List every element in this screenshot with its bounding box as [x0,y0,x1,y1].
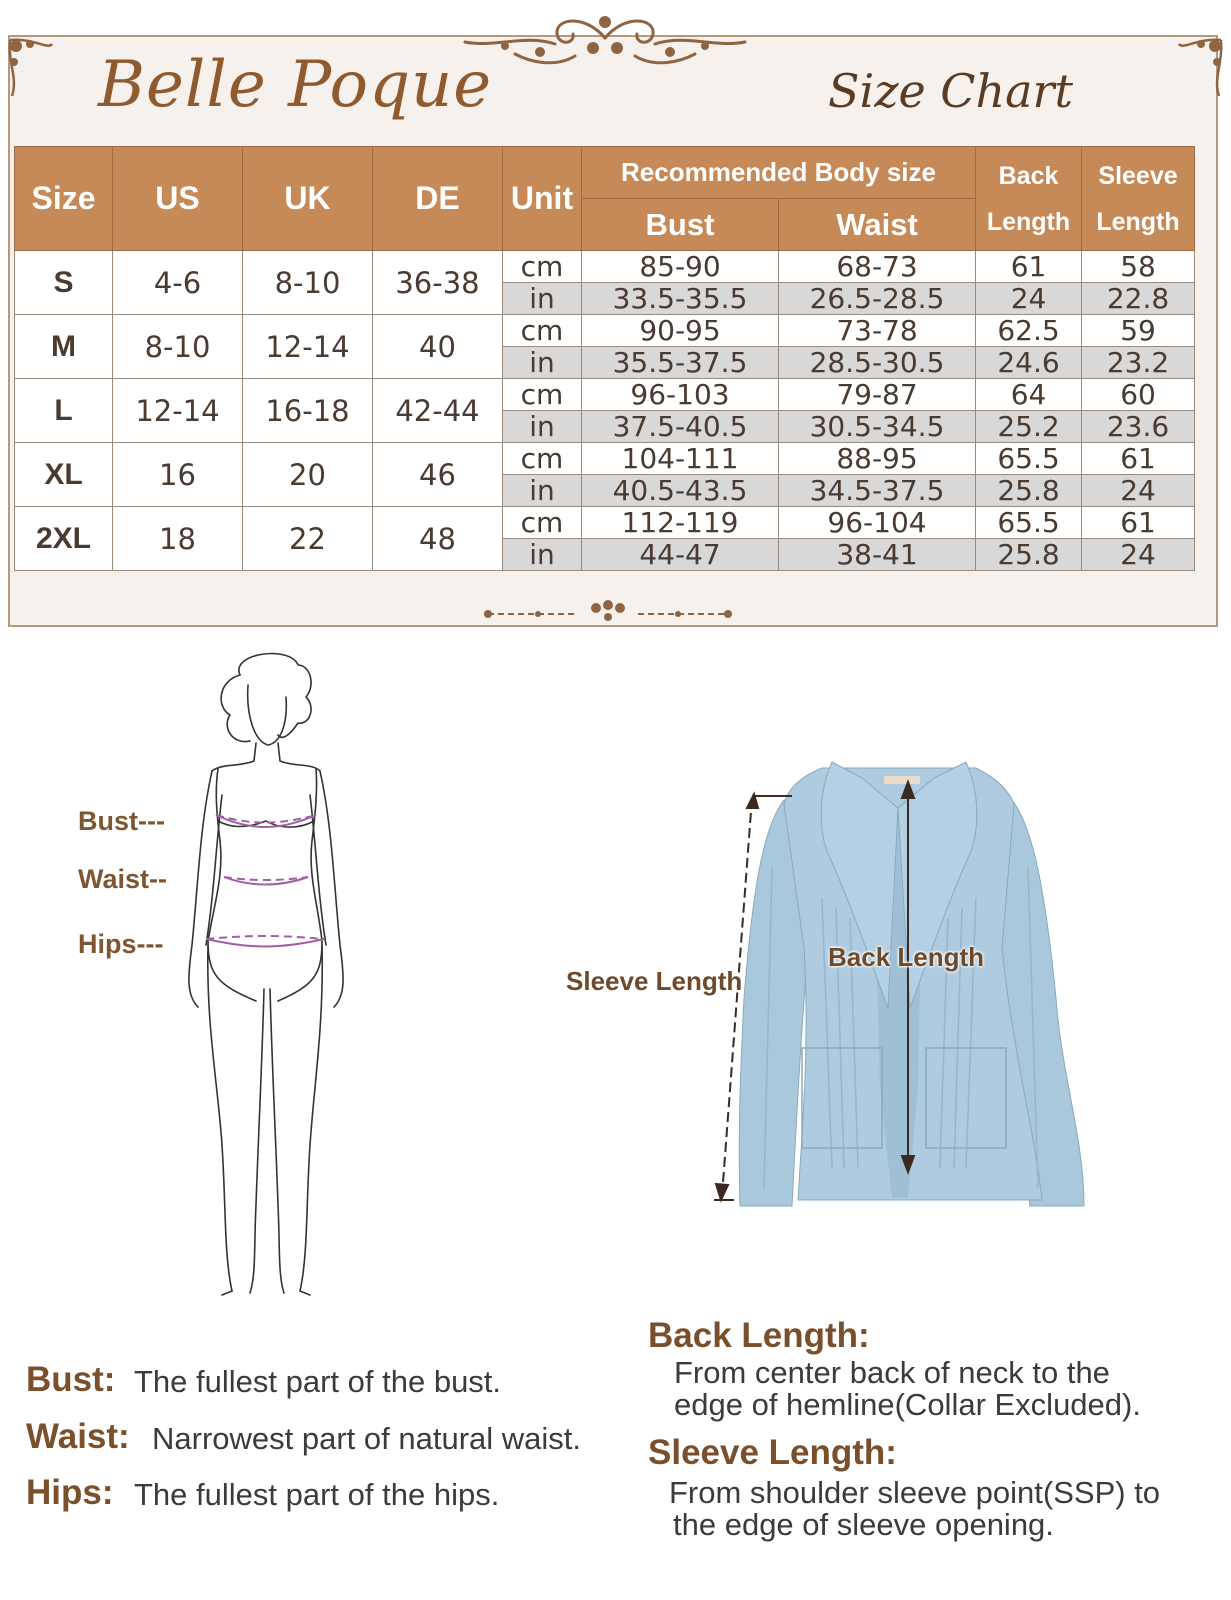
back-length-cell: 64 [976,379,1082,411]
back-length-definition-term: Back Length: [648,1316,870,1355]
header-de: DE [373,147,503,251]
unit-cell: in [503,539,582,571]
header-back-line1: Back [998,161,1059,190]
unit-cell: in [503,283,582,315]
brand-logo: Belle Poque [98,48,493,122]
waist-figure-label: Waist-- [78,864,167,894]
de-cell: 36-38 [373,251,503,315]
us-cell: 4-6 [113,251,243,315]
back-length-cell: 65.5 [976,443,1082,475]
back-length-cell: 24 [976,283,1082,315]
uk-cell: 8-10 [243,251,373,315]
hips-figure-label: Hips--- [78,929,164,959]
sleeve-length-cell: 61 [1082,507,1195,539]
bust-cell: 112-119 [582,507,779,539]
cardigan-measurement-figure [712,748,1092,1213]
table-row-m-cm [15,315,1195,347]
header-unit: Unit [503,147,582,251]
waist-cell: 30.5-34.5 [779,411,976,443]
header-uk: UK [243,147,373,251]
sleeve-length-cell: 61 [1082,443,1195,475]
waist-cell: 73-78 [779,315,976,347]
de-cell: 42-44 [373,379,503,443]
size-cell: XL [15,443,113,507]
corner-ornament-left [4,34,56,104]
sleeve-length-cell: 22.8 [1082,283,1195,315]
back-length-cell: 65.5 [976,507,1082,539]
header-sleeve-length [1082,147,1195,251]
waist-cell: 88-95 [779,443,976,475]
size-cell: L [15,379,113,443]
unit-cell: in [503,347,582,379]
header-bust: Bust [582,199,779,251]
bust-figure-label: Bust--- [78,806,165,836]
unit-cell: cm [503,379,582,411]
size-cell: M [15,315,113,379]
table-row-xl-cm [15,443,1195,475]
unit-cell: cm [503,443,582,475]
unit-cell: cm [503,315,582,347]
bust-definition-term: Bust: [26,1360,116,1399]
header-sleeve-line1: Sleeve [1098,161,1178,190]
bust-cell: 35.5-37.5 [582,347,779,379]
back-length-definition-line2: edge of hemline(Collar Excluded). [674,1387,1141,1422]
de-cell: 40 [373,315,503,379]
us-cell: 12-14 [113,379,243,443]
hips-definition-text: The fullest part of the hips. [134,1477,500,1512]
sleeve-length-figure-label: Sleeve Length [566,966,743,996]
de-cell: 48 [373,507,503,571]
bust-cell: 33.5-35.5 [582,283,779,315]
table-row-s-cm [15,251,1195,283]
bust-cell: 104-111 [582,443,779,475]
bust-cell: 40.5-43.5 [582,475,779,507]
waist-cell: 96-104 [779,507,976,539]
size-cell: S [15,251,113,315]
table-row-2xl-cm [15,507,1195,539]
back-length-definition-line1: From center back of neck to the [674,1355,1110,1390]
back-length-cell: 61 [976,251,1082,283]
waist-cell: 79-87 [779,379,976,411]
bust-definition-text: The fullest part of the bust. [134,1364,502,1399]
header-waist: Waist [779,199,976,251]
sleeve-length-cell: 59 [1082,315,1195,347]
waist-cell: 28.5-30.5 [779,347,976,379]
back-length-figure-label: Back Length [828,942,985,972]
sleeve-length-definition-line1: From shoulder sleeve point(SSP) to [669,1475,1161,1510]
waist-definition-term: Waist: [26,1417,130,1456]
bust-cell: 37.5-40.5 [582,411,779,443]
bust-cell: 96-103 [582,379,779,411]
waist-cell: 38-41 [779,539,976,571]
uk-cell: 12-14 [243,315,373,379]
waist-cell: 34.5-37.5 [779,475,976,507]
uk-cell: 20 [243,443,373,507]
bust-cell: 44-47 [582,539,779,571]
us-cell: 18 [113,507,243,571]
waist-cell: 68-73 [779,251,976,283]
table-row-l-cm [15,379,1195,411]
header-sleeve-line2: Length [1096,207,1180,236]
hips-definition-term: Hips: [26,1473,114,1512]
sleeve-length-cell: 24 [1082,539,1195,571]
waist-definition-text: Narrowest part of natural waist. [152,1421,582,1456]
header-size: Size [15,147,113,251]
back-length-cell: 62.5 [976,315,1082,347]
bottom-divider-ornament [478,598,738,628]
size-cell: 2XL [15,507,113,571]
corner-ornament-right [1175,34,1227,104]
unit-cell: cm [503,251,582,283]
back-length-cell: 24.6 [976,347,1082,379]
sleeve-length-cell: 23.2 [1082,347,1195,379]
size-table [14,146,1195,571]
us-cell: 16 [113,443,243,507]
header-us: US [113,147,243,251]
back-length-cell: 25.8 [976,475,1082,507]
sleeve-length-definition-line2: the edge of sleeve opening. [673,1507,1054,1542]
bust-cell: 90-95 [582,315,779,347]
bust-cell: 85-90 [582,251,779,283]
de-cell: 46 [373,443,503,507]
body-measurement-figure [170,645,360,1305]
back-length-cell: 25.8 [976,539,1082,571]
unit-cell: in [503,475,582,507]
header-recommended-body-size: Recommended Body size [582,147,976,199]
unit-cell: in [503,411,582,443]
us-cell: 8-10 [113,315,243,379]
top-flourish-ornament [445,4,765,76]
sleeve-length-cell: 60 [1082,379,1195,411]
sleeve-length-cell: 58 [1082,251,1195,283]
sleeve-length-cell: 23.6 [1082,411,1195,443]
uk-cell: 22 [243,507,373,571]
chart-title: Size Chart [828,64,1074,118]
sleeve-length-definition-term: Sleeve Length: [648,1433,897,1472]
uk-cell: 16-18 [243,379,373,443]
back-length-cell: 25.2 [976,411,1082,443]
header-back-line2: Length [986,207,1071,236]
unit-cell: cm [503,507,582,539]
waist-cell: 26.5-28.5 [779,283,976,315]
header-back-length [976,147,1082,251]
sleeve-length-cell: 24 [1082,475,1195,507]
